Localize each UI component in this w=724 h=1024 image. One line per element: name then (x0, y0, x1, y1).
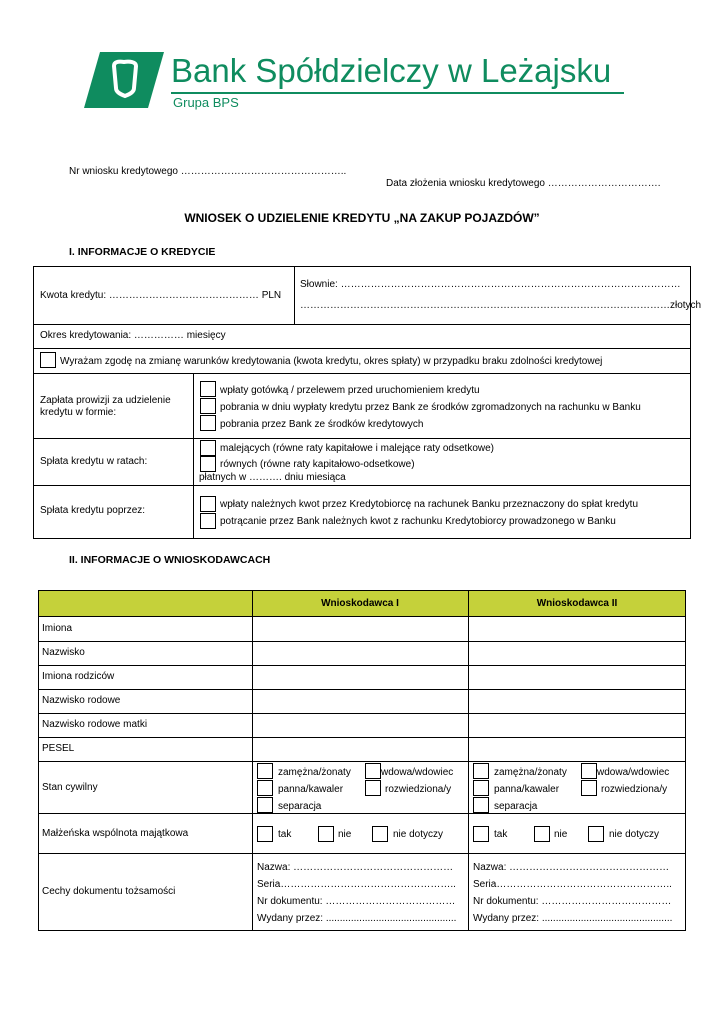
input-cell[interactable] (469, 738, 685, 760)
id-document-label: Cechy dokumentu tożsamości (42, 886, 176, 897)
civil-option: panna/kawaler (278, 784, 344, 795)
installments-option-1: malejących (równe raty kapitałowe i malejące raty odsetkowe) (220, 443, 495, 454)
id-field[interactable]: Nr dokumentu: ………………………………… (257, 896, 456, 907)
input-cell[interactable] (469, 642, 685, 664)
repayment-option-1: wpłaty należnych kwot przez Kredytobiorcę na rachunek Banku przeznaczony do spłat kredytu (220, 499, 639, 510)
input-cell[interactable] (253, 666, 467, 688)
installments-checkbox-1[interactable] (200, 440, 216, 456)
consent-checkbox[interactable] (40, 352, 56, 368)
input-cell[interactable] (469, 666, 685, 688)
property-checkbox[interactable] (372, 826, 388, 842)
id-field[interactable]: Seria…………………………………………….. (473, 879, 672, 890)
repayment-option-2: potrącanie przez Bank należnych kwot z rachunku Kredytobiorcy prowadzonego w Banku (220, 516, 616, 527)
property-option: nie dotyczy (609, 829, 660, 840)
input-cell[interactable] (253, 617, 467, 640)
commission-checkbox-1[interactable] (200, 381, 216, 397)
installments-label: Spłata kredytu w ratach: (40, 456, 148, 467)
id-field[interactable]: Wydany przez: ............................................... (473, 913, 673, 924)
consent-label: Wyrażam zgodę na zmianę warunków kredytowania (kwota kredytu, okres spłaty) w przypadku braku zdolności kredytowej (60, 356, 603, 367)
commission-option-3: pobrania przez Bank ze środków kredytowych (220, 419, 424, 430)
property-checkbox[interactable] (257, 826, 273, 842)
civil-checkbox[interactable] (257, 780, 273, 796)
repayment-checkbox-1[interactable] (200, 496, 216, 512)
commission-checkbox-3[interactable] (200, 415, 216, 431)
property-option: nie dotyczy (393, 829, 444, 840)
logo-mark-icon (84, 52, 164, 108)
id-field[interactable]: Nazwa: ………………………………………… (257, 862, 454, 873)
row-label: PESEL (42, 743, 75, 754)
civil-option: zamężna/żonaty (494, 767, 567, 778)
installments-payment-day[interactable]: płatnych w ………. dniu miesiąca (199, 472, 346, 483)
commission-option-2: pobrania w dniu wypłaty kredytu przez Bank ze środków zgromadzonych na rachunku w Banku (220, 402, 641, 413)
property-label: Małżeńska wspólnota majątkowa (42, 828, 189, 839)
property-option: tak (278, 829, 292, 840)
id-field[interactable]: Wydany przez: ............................................... (257, 913, 457, 924)
credit-amount-words-2[interactable]: …………………………………………………………………………………………………złotych (300, 300, 702, 311)
bank-group: Grupa BPS (173, 95, 239, 110)
logo-divider (171, 92, 624, 94)
civil-checkbox[interactable] (365, 763, 381, 779)
civil-option: wdowa/wdowiec (381, 767, 454, 778)
civil-option: rozwiedziona/y (385, 784, 452, 795)
installments-checkbox-2[interactable] (200, 456, 216, 472)
section2-heading: II. INFORMACJE O WNIOSKODAWCACH (69, 554, 271, 566)
input-cell[interactable] (253, 714, 467, 736)
commission-label: Zapłata prowizji za udzielenie kredytu w formie: (40, 395, 171, 418)
bank-logo (84, 52, 164, 108)
civil-option: wdowa/wdowiec (597, 767, 670, 778)
input-cell[interactable] (469, 690, 685, 712)
credit-period[interactable]: Okres kredytowania: …………… miesięcy (40, 330, 226, 341)
row-label: Imiona rodziców (42, 671, 115, 682)
installments-option-2: równych (równe raty kapitałowo-odsetkowe) (220, 459, 415, 470)
repayment-checkbox-2[interactable] (200, 513, 216, 529)
civil-checkbox[interactable] (473, 763, 489, 779)
civil-option: panna/kawaler (494, 784, 560, 795)
civil-checkbox[interactable] (473, 780, 489, 796)
civil-option: separacja (278, 801, 322, 812)
civil-checkbox[interactable] (365, 780, 381, 796)
property-option: tak (494, 829, 508, 840)
civil-checkbox[interactable] (257, 797, 273, 813)
row-label: Imiona (42, 623, 73, 634)
civil-checkbox[interactable] (473, 797, 489, 813)
submission-date: Data złożenia wniosku kredytowego ……………………………. (386, 178, 661, 189)
credit-amount-words-1[interactable]: Słownie: ………………………………………………………………………………………… (300, 279, 681, 290)
property-checkbox[interactable] (318, 826, 334, 842)
civil-option: rozwiedziona/y (601, 784, 668, 795)
civil-option: separacja (494, 801, 538, 812)
property-checkbox[interactable] (534, 826, 550, 842)
row-label: Nazwisko (42, 647, 85, 658)
civil-status-label: Stan cywilny (42, 782, 98, 793)
id-field[interactable]: Nazwa: ………………………………………… (473, 862, 670, 873)
property-option: nie (554, 829, 568, 840)
property-checkbox[interactable] (588, 826, 604, 842)
col-header-applicant-2: Wnioskodawca II (536, 598, 618, 609)
civil-checkbox[interactable] (257, 763, 273, 779)
section1-heading: I. INFORMACJE O KREDYCIE (69, 246, 216, 258)
civil-checkbox[interactable] (581, 780, 597, 796)
commission-option-1: wpłaty gotówką / przelewem przed uruchomieniem kredytu (220, 385, 480, 396)
input-cell[interactable] (253, 690, 467, 712)
input-cell[interactable] (469, 714, 685, 736)
credit-amount[interactable]: Kwota kredytu: ……………………………………… PLN (40, 290, 282, 301)
civil-option: zamężna/żonaty (278, 767, 351, 778)
bank-name: Bank Spółdzielczy w Leżajsku (171, 52, 612, 89)
form-title: WNIOSEK O UDZIELENIE KREDYTU „NA ZAKUP POJAZDÓW” (184, 211, 540, 225)
row-label: Nazwisko rodowe (42, 695, 121, 706)
input-cell[interactable] (469, 617, 685, 640)
id-field[interactable]: Seria…………………………………………….. (257, 879, 456, 890)
property-option: nie (338, 829, 352, 840)
commission-checkbox-2[interactable] (200, 398, 216, 414)
input-cell[interactable] (253, 642, 467, 664)
property-checkbox[interactable] (473, 826, 489, 842)
application-number: Nr wniosku kredytowego ………………………………………….. (69, 166, 347, 177)
civil-checkbox[interactable] (581, 763, 597, 779)
col-header-applicant-1: Wnioskodawca I (321, 598, 399, 609)
repayment-label: Spłata kredytu poprzez: (40, 505, 146, 516)
input-cell[interactable] (253, 738, 467, 760)
id-field[interactable]: Nr dokumentu: ………………………………… (473, 896, 672, 907)
row-label: Nazwisko rodowe matki (42, 719, 148, 730)
